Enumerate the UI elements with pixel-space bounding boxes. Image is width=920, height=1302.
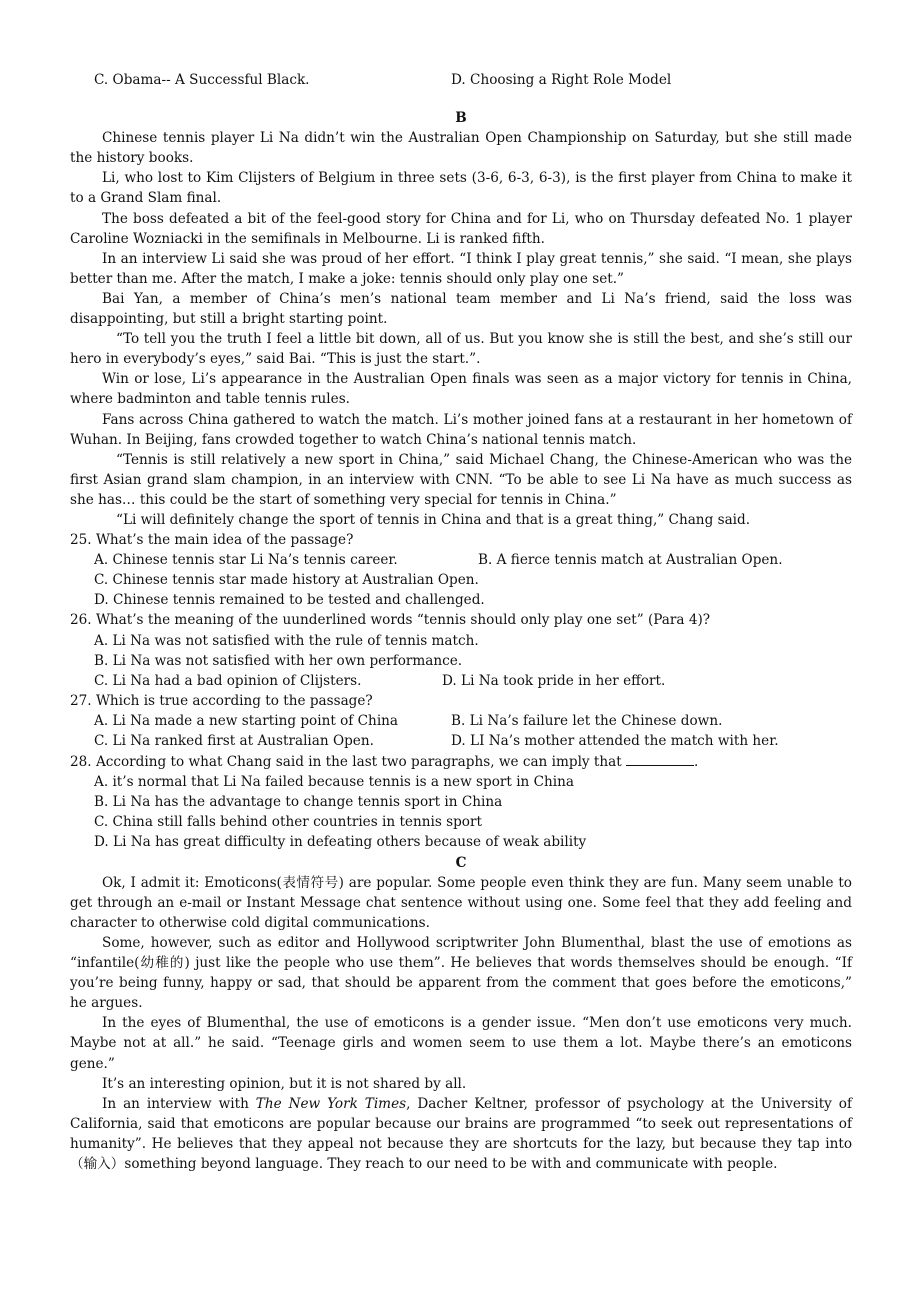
option-a: A. Chinese tennis star Li Na’s tennis career. xyxy=(94,552,398,569)
question-26 xyxy=(70,610,852,690)
option-c: C. Chinese tennis star made history at Australian Open. xyxy=(94,572,479,589)
newspaper-title: The New York Times xyxy=(255,1095,407,1112)
option-d: D. Li Na has great difficulty in defeating others because of weak ability xyxy=(94,834,587,851)
question-25 xyxy=(70,530,852,610)
option-c: C. Li Na had a bad opinion of Clijsters. xyxy=(94,672,362,689)
previous-question-options xyxy=(70,70,852,90)
option-d: D. LI Na’s mother attended the match with her. xyxy=(451,733,779,749)
section-c-paragraph-4: It’s an interesting opinion, but it is not shared by all. xyxy=(102,1075,467,1092)
option-row xyxy=(70,711,852,731)
question-stem-end: . xyxy=(694,754,699,771)
section-b-paragraph-1: Chinese tennis player Li Na didn’t win the Australian Open Championship on Saturday, but she still made the history books. xyxy=(70,130,852,167)
answer-blank xyxy=(626,751,694,766)
option-d: D. Li Na took pride in her effort. xyxy=(442,672,666,689)
option-b: B. Li Na was not satisfied with her own performance. xyxy=(94,652,463,669)
section-b-paragraph-7: Win or lose, Li’s appearance in the Australian Open finals was seen as a major victory for tennis in China, where badminton and table tennis rules. xyxy=(70,371,852,408)
question-27 xyxy=(70,691,852,751)
option-a: A. it’s normal that Li Na failed because tennis is a new sport in China xyxy=(94,774,574,791)
section-b-paragraph-2: Li, who lost to Kim Clijsters of Belgium in three sets (3-6, 6-3, 6-3), is the first player from China to make it to a Grand Slam final. xyxy=(70,170,852,207)
section-c-heading: C xyxy=(455,854,467,871)
section-c-paragraph-5 xyxy=(70,1094,852,1174)
option-row xyxy=(70,731,852,751)
section-b-heading: B xyxy=(455,110,467,127)
option-d: D. Choosing a Right Role Model xyxy=(451,72,672,88)
option-c: C. Obama-- A Successful Black. xyxy=(94,72,310,88)
question-stem: 26. What’s the meaning of the uunderlined words “tennis should only play one set” (Para 4)? xyxy=(70,612,711,629)
question-stem: 27. Which is true according to the passage? xyxy=(70,692,373,709)
section-b-paragraph-8: Fans across China gathered to watch the match. Li’s mother joined fans at a restaurant in her hometown of Wuhan. In Beijing, fans crowded together to watch China’s national tennis match. xyxy=(70,411,852,448)
question-stem: 25. What’s the main idea of the passage? xyxy=(70,532,354,549)
section-c-paragraph-1: Ok, I admit it: Emoticons(表情符号) are popular. Some people even think they are fun. Many seem unable to get through an e-mail or Instant Message chat sentence without using one. Some feel that they add feeling and character to otherwise cold digital communications. xyxy=(70,874,852,931)
section-c-paragraph-3: In the eyes of Blumenthal, the use of emoticons is a gender issue. “Men don’t use emoticons very much. Maybe not at all.” he said. “Teenage girls and women seem to use them a lot. Maybe there’s an emoticons gene.” xyxy=(70,1015,852,1072)
section-b-paragraph-10: “Li will definitely change the sport of tennis in China and that is a great thing,” Chang said. xyxy=(116,511,751,528)
exam-page xyxy=(70,70,852,1174)
option-row xyxy=(70,671,852,691)
option-d: D. Chinese tennis remained to be tested and challenged. xyxy=(94,592,485,609)
question-28 xyxy=(70,751,852,852)
option-c: C. Li Na ranked first at Australian Open. xyxy=(94,733,374,749)
option-c: C. China still falls behind other countries in tennis sport xyxy=(94,814,482,831)
section-b-paragraph-3: The boss defeated a bit of the feel-good story for China and for Li, who on Thursday defeated No. 1 player Caroline Wozniacki in the semifinals in Melbourne. Li is ranked fifth. xyxy=(70,210,852,247)
option-b: B. Li Na’s failure let the Chinese down. xyxy=(451,712,723,729)
section-b-paragraph-5: Bai Yan, a member of China’s men’s national team member and Li Na’s friend, said the loss was disappointing, but still a bright starting point. xyxy=(70,290,852,328)
option-b: B. A fierce tennis match at Australian Open. xyxy=(478,552,783,569)
paragraph-text-after: , Dacher Keltner, professor of psychology at the University of California, said that emoticons are popular because our brains are programmed “to seek out representations of humanity”. He believes that they appeal not because they are shortcuts for the lazy, but because they tap into（输入）something beyond language. They reach to our need to be with and communicate with people. xyxy=(70,1095,852,1172)
section-b-paragraph-6: “To tell you the truth I feel a little bit down, all of us. But you know she is still the best, and she’s still our hero in everybody’s eyes,” said Bai. “This is just the start.”. xyxy=(70,331,852,368)
question-stem-text: 28. According to what Chang said in the last two paragraphs, we can imply that xyxy=(70,754,622,771)
option-a: A. Li Na made a new starting point of China xyxy=(94,712,399,729)
paragraph-text-before: In an interview with xyxy=(102,1095,256,1112)
option-b: B. Li Na has the advantage to change tennis sport in China xyxy=(94,794,503,811)
section-b-paragraph-4: In an interview Li said she was proud of her effort. “I think I play great tennis,” she said. “I mean, she plays better than me. After the match, I make a joke: tennis should only play one set.” xyxy=(70,250,852,287)
section-c-paragraph-2: Some, however, such as editor and Hollywood scriptwriter John Blumenthal, blast the use of emotions as “infantile(幼稚的) just like the people who use them”. He believes that words themselves should be enough. “If you’re being funny, happy or sad, that should be apparent from the comment that goes before the emoticons,” he argues. xyxy=(70,934,852,1012)
option-row xyxy=(70,550,852,570)
question-stem xyxy=(70,751,852,772)
section-b-paragraph-9: “Tennis is still relatively a new sport in China,” said Michael Chang, the Chinese-American who was the first Asian grand slam champion, in an interview with CNN. “To be able to see Li Na have as much success as she has… this could be the start of something very special for tennis in China.” xyxy=(70,451,852,508)
option-a: A. Li Na was not satisfied with the rule of tennis match. xyxy=(94,632,479,649)
